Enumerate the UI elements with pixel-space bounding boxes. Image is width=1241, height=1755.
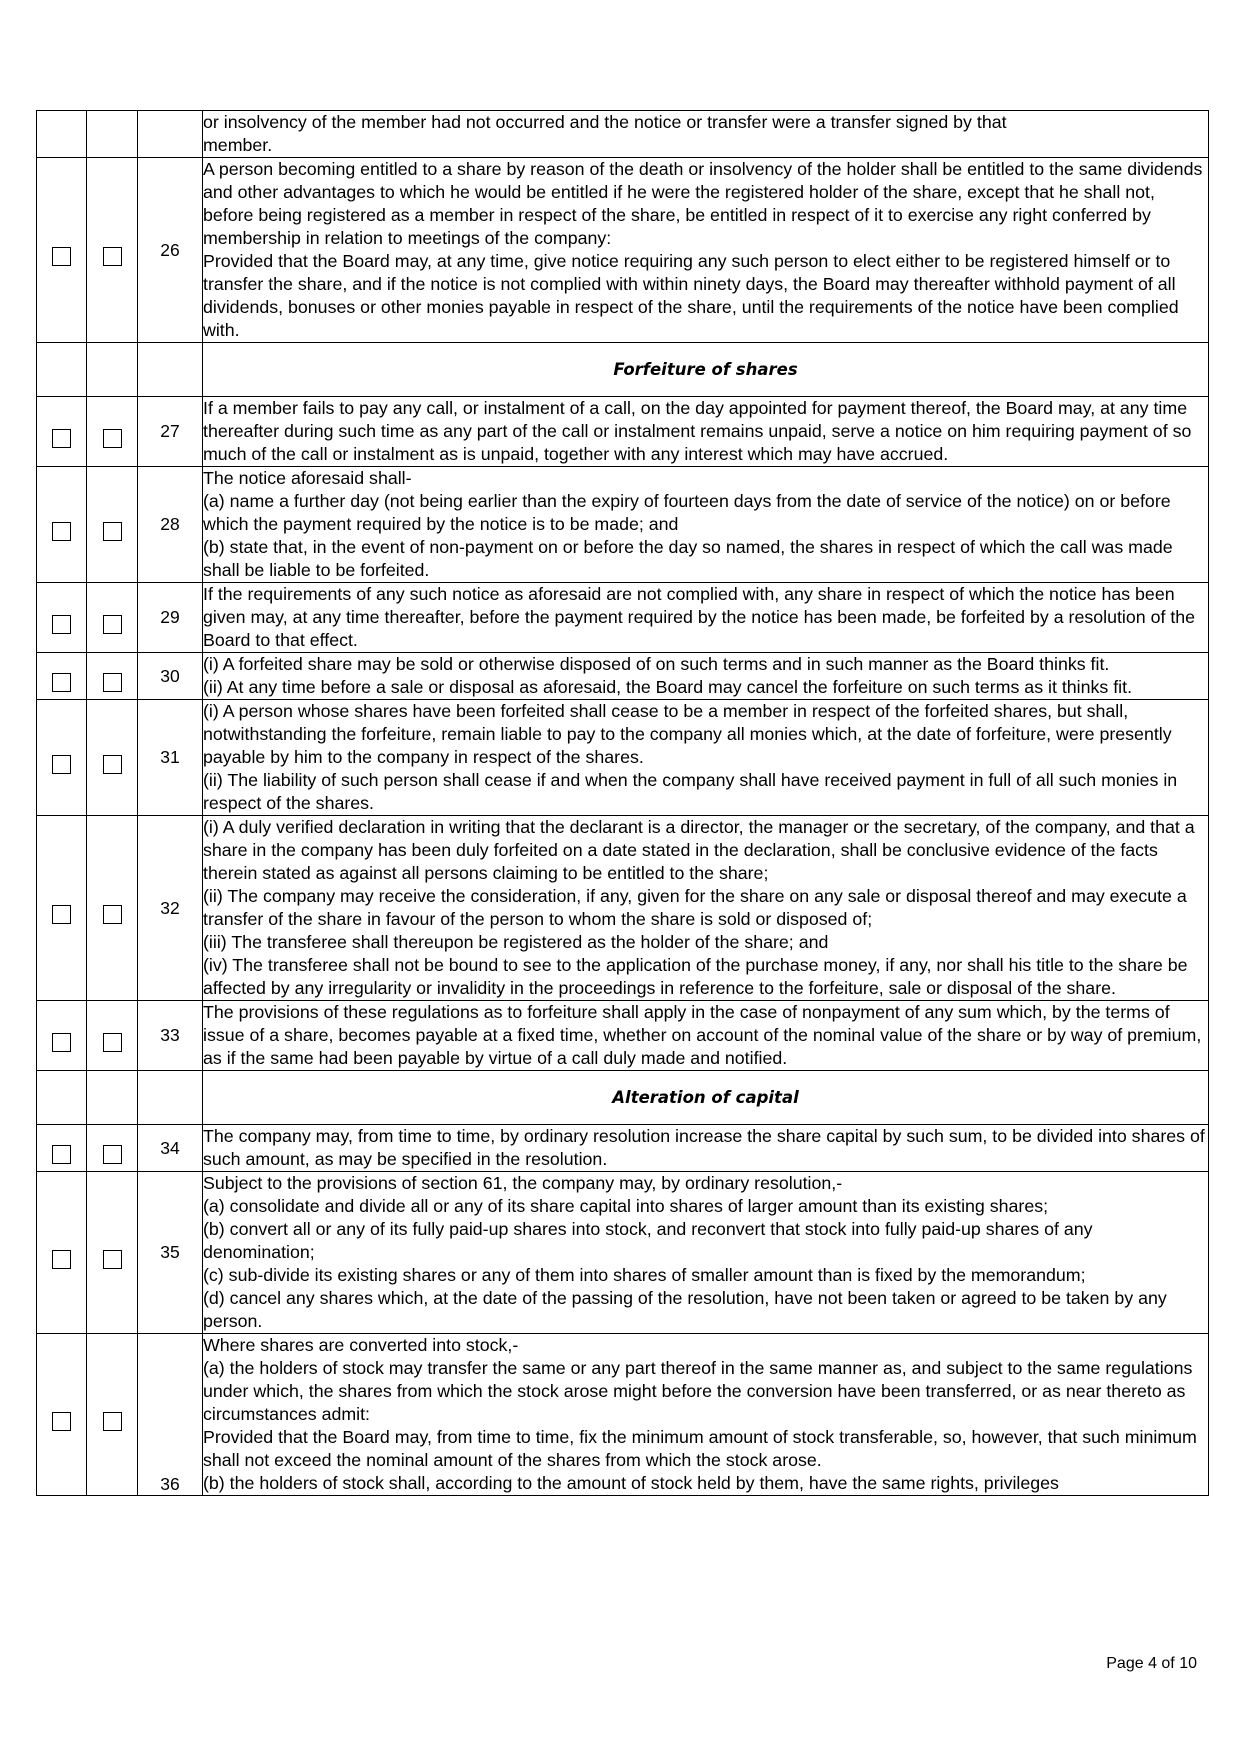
checkbox-cell: [87, 158, 138, 343]
checkbox-cell: [87, 653, 138, 700]
reject-checkbox[interactable]: [103, 522, 122, 541]
empty-cell: [37, 343, 87, 397]
checkbox-cell: [37, 1001, 87, 1071]
checkbox-cell: [87, 111, 138, 158]
checkbox-cell: [37, 583, 87, 653]
empty-cell: [87, 343, 138, 397]
reject-checkbox[interactable]: [103, 755, 122, 774]
checkbox-cell: [37, 467, 87, 583]
approve-checkbox[interactable]: [52, 673, 71, 692]
reject-checkbox[interactable]: [103, 429, 122, 448]
regulation-number: 36: [138, 1334, 203, 1496]
section-heading: Forfeiture of shares: [203, 343, 1209, 397]
regulation-row: [37, 583, 1209, 653]
regulation-row: [37, 467, 1209, 583]
regulation-text: The notice aforesaid shall- (a) name a further day (not being earlier than the expiry of fourteen days from the date of service of the notice) on or before which the payment required by the notice is to be made; and (b) state that, in the event of non-payment on or before the day so named, the shares in respect of which the call was made shall be liable to be forfeited.: [203, 467, 1209, 583]
regulation-text: The provisions of these regulations as to forfeiture shall apply in the case of nonpayment of any sum which, by the terms of issue of a share, becomes payable at a fixed time, whether on account of the nominal value of the share or by way of premium, as if the same had been payable by virtue of a call duly made and notified.: [203, 1001, 1209, 1071]
regulation-row: [37, 1334, 1209, 1496]
reject-checkbox[interactable]: [103, 247, 122, 266]
regulation-number: 30: [138, 653, 203, 700]
checkbox-cell: [87, 700, 138, 816]
regulation-number: 31: [138, 700, 203, 816]
checkbox-cell: [37, 158, 87, 343]
regulation-number: 29: [138, 583, 203, 653]
checkbox-cell: [37, 397, 87, 467]
approve-checkbox[interactable]: [52, 429, 71, 448]
approve-checkbox[interactable]: [52, 1145, 71, 1164]
regulation-text: or insolvency of the member had not occurred and the notice or transfer were a transfer signed by that member.: [203, 111, 1209, 158]
approve-checkbox[interactable]: [52, 522, 71, 541]
reject-checkbox[interactable]: [103, 905, 122, 924]
empty-cell: [37, 1071, 87, 1125]
regulation-text: The company may, from time to time, by ordinary resolution increase the share capital by such sum, to be divided into shares of such amount, as may be specified in the resolution.: [203, 1125, 1209, 1172]
reject-checkbox[interactable]: [103, 1250, 122, 1269]
regulation-number: 26: [138, 158, 203, 343]
regulation-row: [37, 1001, 1209, 1071]
regulation-text: Subject to the provisions of section 61, the company may, by ordinary resolution,- (a) consolidate and divide all or any of its share capital into shares of larger amount than its existing shares; (b) convert all or any of its fully paid-up shares into stock, and reconvert that stock into fully paid-up shares of any denomination; (c) sub-divide its existing shares or any of them into shares of smaller amount than is fixed by the memorandum; (d) cancel any shares which, at the date of the passing of the resolution, have not been taken or agreed to be taken by any person.: [203, 1172, 1209, 1334]
regulation-number: 32: [138, 816, 203, 1001]
approve-checkbox[interactable]: [52, 615, 71, 634]
checkbox-cell: [87, 397, 138, 467]
empty-cell: [87, 1071, 138, 1125]
regulation-text: If a member fails to pay any call, or instalment of a call, on the day appointed for payment thereof, the Board may, at any time thereafter during such time as any part of the call or instalment remains unpaid, serve a notice on him requiring payment of so much of the call or instalment as is unpaid, together with any interest which may have accrued.: [203, 397, 1209, 467]
empty-cell: [138, 343, 203, 397]
regulation-row: [37, 111, 1209, 158]
regulation-number: 28: [138, 467, 203, 583]
checkbox-cell: [87, 467, 138, 583]
page-number: Page 4 of 10: [1106, 1655, 1197, 1672]
section-heading: Alteration of capital: [203, 1071, 1209, 1125]
reject-checkbox[interactable]: [103, 1145, 122, 1164]
section-heading-row: [37, 1071, 1209, 1125]
approve-checkbox[interactable]: [52, 755, 71, 774]
regulation-text: (i) A duly verified declaration in writing that the declarant is a director, the manager or the secretary, of the company, and that a share in the company has been duly forfeited on a date stated in the declaration, shall be conclusive evidence of the facts therein stated as against all persons claiming to be entitled to the share; (ii) The company may receive the consideration, if any, given for the share on any sale or disposal thereof and may execute a transfer of the share in favour of the person to whom the share is sold or disposed of; (iii) The transferee shall thereupon be registered as the holder of the share; and (iv) The transferee shall not be bound to see to the application of the purchase money, if any, nor shall his title to the share be affected by any irregularity or invalidity in the proceedings in reference to the forfeiture, sale or disposal of the share.: [203, 816, 1209, 1001]
regulation-row: [37, 158, 1209, 343]
regulation-row: [37, 397, 1209, 467]
regulation-number: [138, 111, 203, 158]
reject-checkbox[interactable]: [103, 615, 122, 634]
regulations-table-body: [37, 111, 1209, 1496]
approve-checkbox[interactable]: [52, 247, 71, 266]
reject-checkbox[interactable]: [103, 673, 122, 692]
regulation-row: [37, 1125, 1209, 1172]
approve-checkbox[interactable]: [52, 1412, 71, 1431]
checkbox-cell: [37, 700, 87, 816]
empty-cell: [138, 1071, 203, 1125]
approve-checkbox[interactable]: [52, 1250, 71, 1269]
regulation-text: If the requirements of any such notice as aforesaid are not complied with, any share in respect of which the notice has been given may, at any time thereafter, before the payment required by the notice has been made, be forfeited by a resolution of the Board to that effect.: [203, 583, 1209, 653]
checkbox-cell: [37, 816, 87, 1001]
regulation-number: 33: [138, 1001, 203, 1071]
checkbox-cell: [87, 816, 138, 1001]
approve-checkbox[interactable]: [52, 905, 71, 924]
regulation-number: 34: [138, 1125, 203, 1172]
section-heading-row: [37, 343, 1209, 397]
checkbox-cell: [87, 583, 138, 653]
regulation-text: (i) A person whose shares have been forfeited shall cease to be a member in respect of the forfeited shares, but shall, notwithstanding the forfeiture, remain liable to pay to the company all monies which, at the date of forfeiture, were presently payable by him to the company in respect of the shares. (ii) The liability of such person shall cease if and when the company shall have received payment in full of all such monies in respect of the shares.: [203, 700, 1209, 816]
regulation-text: (i) A forfeited share may be sold or otherwise disposed of on such terms and in such manner as the Board thinks fit. (ii) At any time before a sale or disposal as aforesaid, the Board may cancel the forfeiture on such terms as it thinks fit.: [203, 653, 1209, 700]
checkbox-cell: [37, 653, 87, 700]
checkbox-cell: [37, 111, 87, 158]
checkbox-cell: [87, 1001, 138, 1071]
checkbox-cell: [87, 1172, 138, 1334]
checkbox-cell: [37, 1334, 87, 1496]
regulation-number: 27: [138, 397, 203, 467]
regulation-row: [37, 1172, 1209, 1334]
approve-checkbox[interactable]: [52, 1033, 71, 1052]
checkbox-cell: [37, 1172, 87, 1334]
regulation-text: Where shares are converted into stock,- (a) the holders of stock may transfer the same or any part thereof in the same manner as, and subject to the same regulations under which, the shares from which the stock arose might before the conversion have been transferred, or as near thereto as circumstances admit: Provided that the Board may, from time to time, fix the minimum amount of stock transferable, so, however, that such minimum shall not exceed the nominal amount of the shares from which the stock arose. (b) the holders of stock shall, according to the amount of stock held by them, have the same rights, privileges: [203, 1334, 1209, 1496]
regulation-row: [37, 816, 1209, 1001]
reject-checkbox[interactable]: [103, 1033, 122, 1052]
reject-checkbox[interactable]: [103, 1412, 122, 1431]
regulations-table: [36, 110, 1209, 1496]
regulation-number: 35: [138, 1172, 203, 1334]
regulation-text: A person becoming entitled to a share by reason of the death or insolvency of the holder shall be entitled to the same dividends and other advantages to which he would be entitled if he were the registered holder of the share, except that he shall not, before being registered as a member in respect of the share, be entitled in respect of it to exercise any right conferred by membership in relation to meetings of the company: Provided that the Board may, at any time, give notice requiring any such person to elect either to be registered himself or to transfer the share, and if the notice is not complied with within ninety days, the Board may thereafter withhold payment of all dividends, bonuses or other monies payable in respect of the share, until the requirements of the notice have been complied with.: [203, 158, 1209, 343]
regulation-row: [37, 653, 1209, 700]
checkbox-cell: [87, 1125, 138, 1172]
regulation-row: [37, 700, 1209, 816]
checkbox-cell: [37, 1125, 87, 1172]
checkbox-cell: [87, 1334, 138, 1496]
